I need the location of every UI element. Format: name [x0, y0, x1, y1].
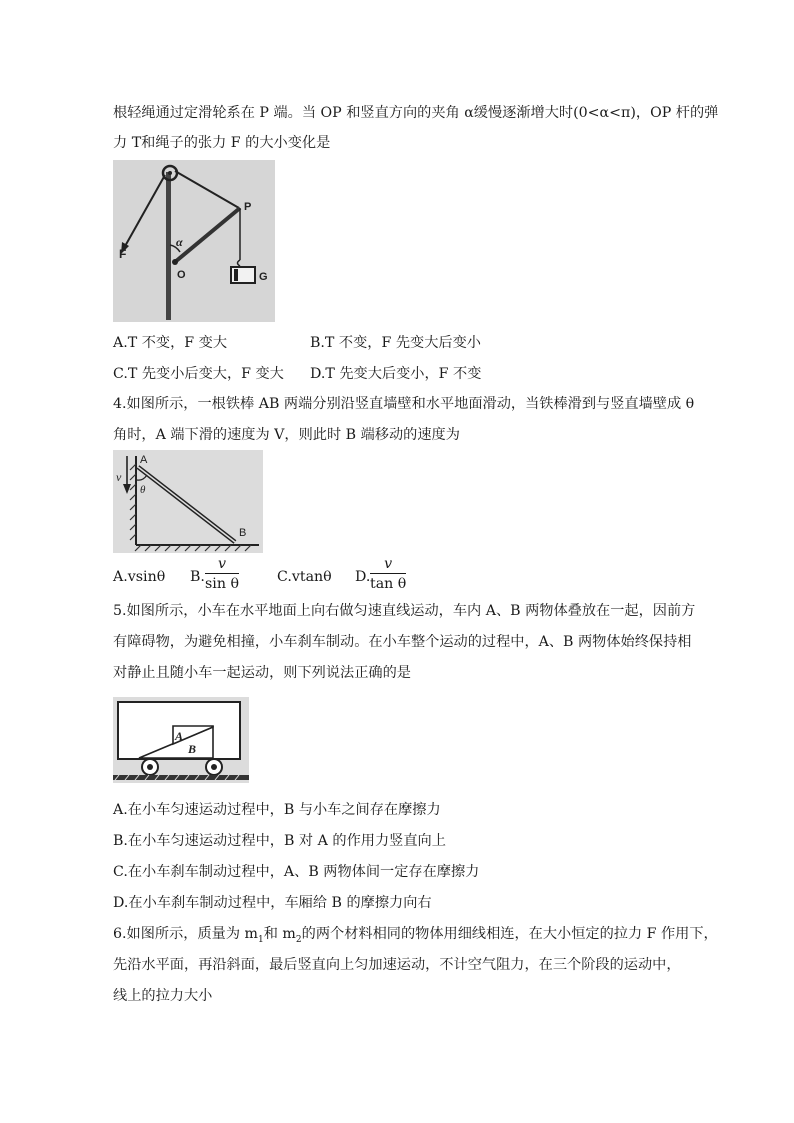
q3-option-d: D.T 先变大后变小，F 不变: [310, 366, 482, 382]
q4-stem-line-1: 4.如图所示，一根铁棒 AB 两端分别沿竖直墙壁和水平地面滑动，当铁棒滑到与竖直墙壁成 θ: [113, 396, 695, 412]
q4-option-d-numerator: v: [370, 557, 406, 574]
q5-cart-figure: [113, 697, 249, 783]
q5-option-b: B.在小车匀速运动过程中，B 对 A 的作用力竖直向上: [113, 833, 446, 849]
q3-stem-line-1: 根轻绳通过定滑轮系在 P 端。当 OP 和竖直方向的夹角 α缓慢逐渐增大时(0<α<π)，OP 杆的弹: [113, 105, 719, 121]
q4-label-b: B: [239, 527, 247, 539]
q3-option-b: B.T 不变，F 先变大后变小: [310, 335, 481, 351]
q4-label-a: A: [140, 454, 148, 466]
q4-label-theta: θ: [140, 484, 146, 496]
q5-label-b: B: [188, 742, 197, 756]
q3-label-f: F: [119, 247, 127, 261]
q6-stem-line-2: 先沿水平面，再沿斜面，最后竖直向上匀加速运动，不计空气阻力，在三个阶段的运动中，: [113, 957, 681, 973]
q3-label-alpha: α: [176, 235, 183, 249]
q4-option-d-fraction: [370, 557, 406, 591]
q3-label-g: G: [259, 271, 268, 283]
q4-stem-line-2: 角时，A 端下滑的速度为 V，则此时 B 端移动的速度为: [113, 427, 460, 443]
q3-option-a: A.T 不变，F 变大: [113, 335, 228, 351]
q6-subscript-1: 1: [258, 934, 264, 945]
q4-label-v: v: [116, 470, 122, 484]
q5-stem-line-3: 对静止且随小车一起运动，则下列说法正确的是: [113, 665, 411, 681]
q5-stem-line-2: 有障碍物，为避免相撞，小车刹车制动。在小车整个运动的过程中，A、B 两物体始终保持相: [113, 634, 692, 650]
q5-stem-line-1: 5.如图所示，小车在水平地面上向右做匀速直线运动，车内 A、B 两物体叠放在一起，因前方: [113, 603, 696, 619]
q4-option-a: A.vsinθ: [113, 569, 166, 585]
q5-label-a: A: [175, 729, 184, 743]
q3-stem-line-2: 力 T和绳子的张力 F 的大小变化是: [113, 135, 331, 151]
q4-option-d-denominator: tan θ: [370, 576, 407, 593]
q5-option-c: C.在小车刹车制动过程中，A、B 两物体间一定存在摩擦力: [113, 864, 480, 880]
q3-label-o: O: [177, 269, 186, 281]
q4-option-b-denominator: sin θ: [205, 576, 240, 593]
q5-option-d: D.在小车刹车制动过程中，车厢给 B 的摩擦力向右: [113, 895, 432, 911]
q6-stem-line-3: 线上的拉力大小: [113, 988, 213, 1004]
q4-sliding-rod-figure: [113, 450, 263, 553]
q3-option-c: C.T 先变小后变大，F 变大: [113, 366, 284, 382]
q3-label-p: P: [244, 201, 252, 213]
q5-option-a: A.在小车匀速运动过程中，B 与小车之间存在摩擦力: [113, 802, 441, 818]
q4-option-c: C.vtanθ: [277, 569, 332, 585]
q6-stem-line-1: 6.如图所示，质量为 $m_1$和 $m_2$的两个材料相同的物体用细线相连，在大小恒定的拉力 F 作用下，: [113, 926, 718, 945]
q4-option-b-fraction: [205, 557, 239, 591]
q4-option-b-numerator: v: [205, 557, 239, 574]
q3-pulley-rod-figure: [113, 160, 275, 322]
q4-option-d-prefix: D.: [355, 569, 371, 585]
q4-option-b-prefix: B.: [190, 569, 205, 585]
q3-figure-background: [113, 160, 275, 322]
q3-vertical-pole: [166, 172, 171, 320]
q6-subscript-2: 2: [295, 934, 302, 945]
